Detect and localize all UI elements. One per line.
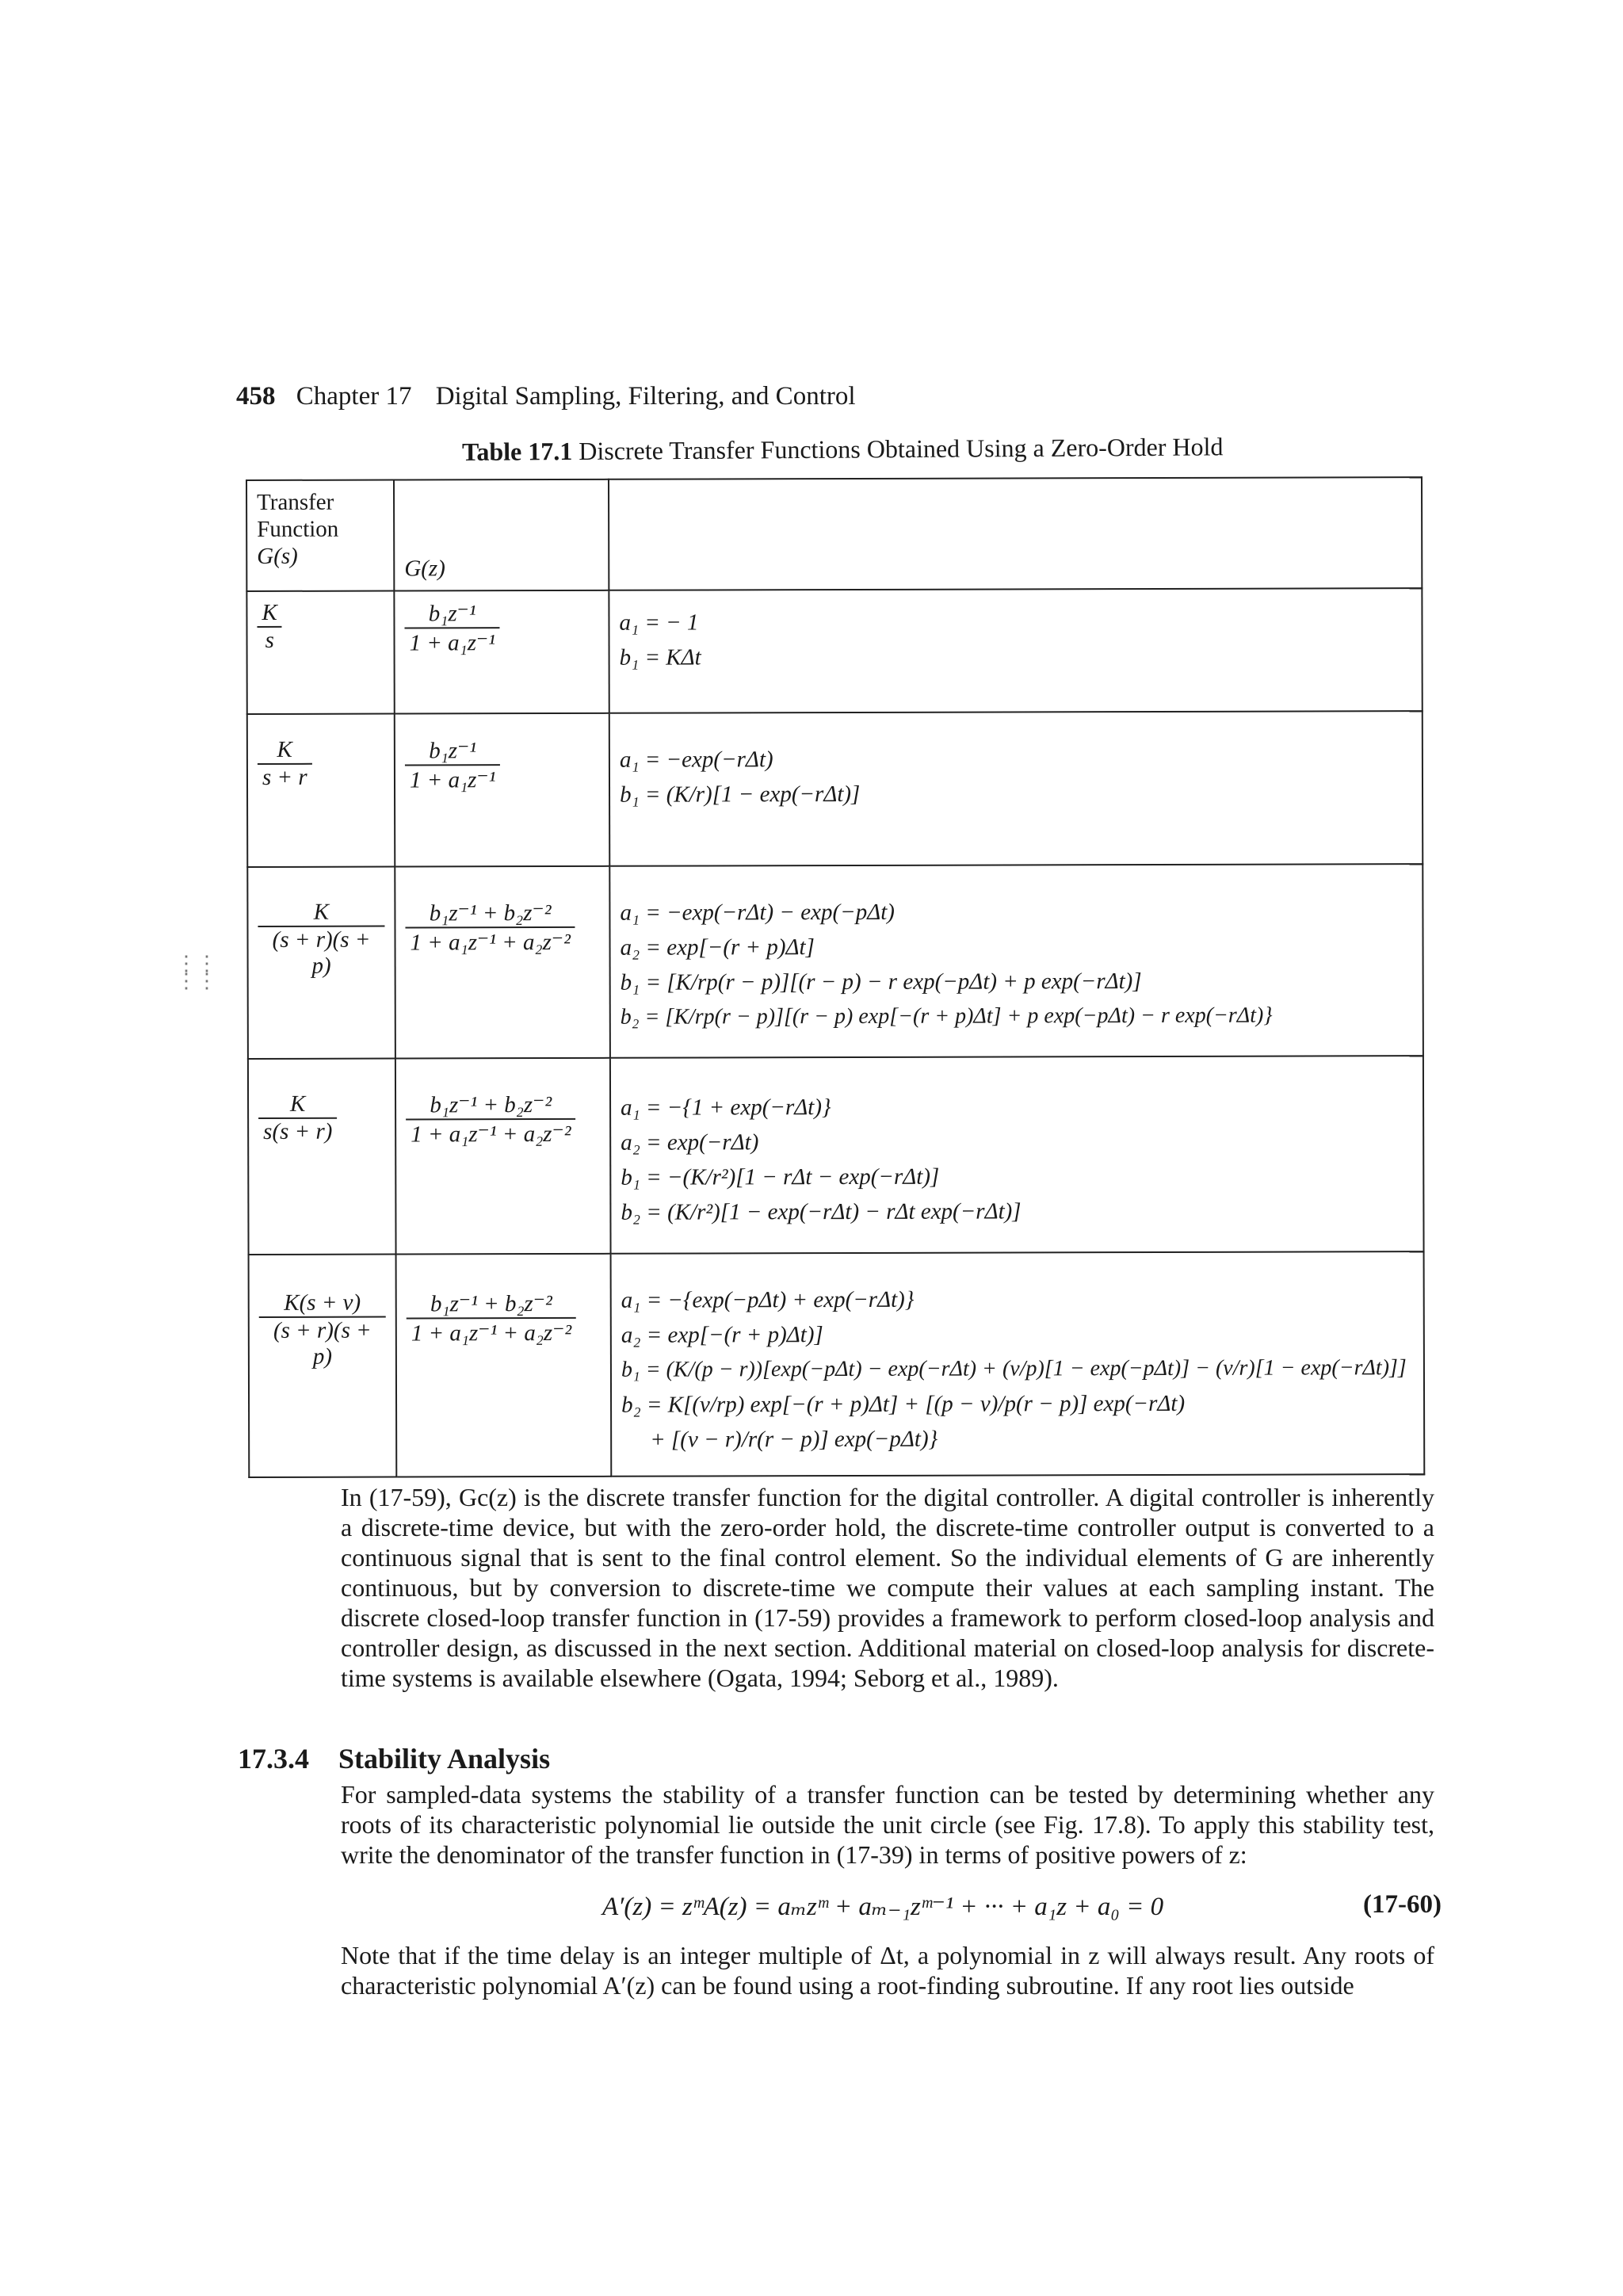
coefficients-cell bbox=[611, 1251, 1425, 1477]
gs-fraction bbox=[259, 1290, 386, 1370]
section-number: 17.3.4 bbox=[238, 1743, 309, 1775]
scan-artifact: ⋮⋮ ⋮⋮ bbox=[176, 952, 217, 993]
table-row bbox=[246, 588, 1422, 714]
paragraph-text: Note that if the time delay is an integer multiple of Δt, a polynomial in z will always result. Any roots of characteristic polynomial A′(z) can be found using a root-finding subroutine. If any root lies outside bbox=[341, 1941, 1434, 2000]
gs-cell bbox=[249, 1255, 397, 1477]
gs-numerator: K bbox=[258, 1091, 337, 1119]
gz-cell bbox=[395, 866, 610, 1059]
coefficient-line: b₁ = KΔt bbox=[619, 644, 701, 670]
coefficients-cell bbox=[609, 711, 1423, 866]
section-heading bbox=[238, 1742, 550, 1775]
body-paragraph bbox=[341, 1940, 1434, 2000]
coefficients-cell bbox=[610, 1056, 1424, 1254]
gs-fraction bbox=[258, 1091, 337, 1145]
coefficient-line: a₁ = − 1 bbox=[619, 609, 699, 636]
gs-cell bbox=[247, 714, 395, 867]
gs-fraction bbox=[258, 900, 384, 980]
coefficient-line: b₂ = [K/rp(r − p)][(r − p) exp[−(r + p)Δt] + p exp(−pΔt) − r exp(−rΔt)} bbox=[620, 1003, 1273, 1030]
body-paragraph bbox=[341, 1779, 1434, 1870]
gz-numerator: b₁z⁻¹ + b₂z⁻² bbox=[407, 1289, 576, 1320]
gz-fraction bbox=[406, 1091, 576, 1148]
coefficient-line: b₂ = K[(v/rp) exp[−(r + p)Δt] + [(p − v)/p(r − p)] exp(−rΔt) bbox=[621, 1390, 1186, 1418]
coefficient-line: b₁ = (K/(p − r))[exp(−pΔt) − exp(−rΔt) + (v/p)[1 − exp(−pΔt)] − (v/r)[1 − exp(−rΔt)]] bbox=[621, 1355, 1407, 1382]
gz-cell bbox=[395, 1058, 611, 1255]
table-row bbox=[247, 864, 1423, 1059]
gz-fraction bbox=[405, 736, 501, 793]
chapter-label: Chapter 17 bbox=[296, 382, 412, 411]
gz-cell bbox=[395, 713, 610, 867]
header-line: Function bbox=[257, 516, 339, 542]
gz-denominator: 1 + a₁z⁻¹ bbox=[409, 630, 496, 656]
gz-numerator: b₁z⁻¹ bbox=[404, 599, 500, 628]
gz-fraction bbox=[404, 599, 500, 656]
gz-cell bbox=[396, 1254, 612, 1477]
section-title: Stability Analysis bbox=[338, 1743, 551, 1775]
coefficient-line: b₁ = −(K/r²)[1 − rΔt − exp(−rΔt)] bbox=[621, 1163, 940, 1190]
gz-denominator: 1 + a₁z⁻¹ + a₂z⁻² bbox=[411, 1121, 571, 1148]
table-row bbox=[247, 711, 1423, 867]
paragraph-text: In (17-59), Gc(z) is the discrete transfer function for the digital controller. A digital controller is inherently a discrete-time device, but with the zero-order hold, the discrete-time controller output is converted to a continuous signal that is sent to the final control element. So the individual elements of G are inherently continuous, but by conversion to discrete-time we compute their values at each sampling instant. The discrete closed-loop transfer function in (17-59) provides a framework to perform closed-loop analysis and controller design, as discussed in the next section. Additional material on closed-loop analysis for discrete-time systems is available elsewhere (Ogata, 1994; Seborg et al., 1989). bbox=[341, 1483, 1434, 1692]
gs-cell bbox=[248, 1059, 396, 1255]
gs-numerator: K bbox=[258, 900, 384, 927]
gz-numerator: b₁z⁻¹ + b₂z⁻² bbox=[405, 899, 575, 929]
gs-fraction bbox=[257, 600, 282, 654]
equation: A′(z) = zᵐA(z) = aₘzᵐ + aₘ₋₁zᵐ⁻¹ + ··· + a₁z + a₀ = 0 bbox=[602, 1893, 1164, 1921]
coefficient-line: a₁ = −{exp(−pΔt) + exp(−rΔt)} bbox=[621, 1286, 915, 1313]
gz-numerator: b₁z⁻¹ + b₂z⁻² bbox=[406, 1091, 575, 1121]
equation-number: (17-60) bbox=[1363, 1890, 1442, 1919]
gz-cell bbox=[394, 590, 609, 714]
gs-numerator: K bbox=[258, 737, 312, 765]
gs-denominator: (s + r)(s + p) bbox=[272, 926, 371, 979]
coefficients-cell bbox=[609, 588, 1422, 713]
coefficient-line: + [(v − r)/r(r − p)] exp(−pΔt)} bbox=[650, 1426, 938, 1453]
page-number: 458 bbox=[236, 382, 276, 411]
gs-denominator: s bbox=[265, 627, 274, 653]
gz-denominator: 1 + a₁z⁻¹ + a₂z⁻² bbox=[411, 1320, 572, 1347]
gz-denominator: 1 + a₁z⁻¹ bbox=[409, 767, 496, 793]
gz-fraction bbox=[407, 1289, 577, 1347]
coefficients-cell bbox=[609, 864, 1423, 1058]
transfer-function-table bbox=[246, 476, 1425, 1478]
paragraph-text: For sampled-data systems the stability of a transfer function can be tested by determining whether any roots of its characteristic polynomial lie outside the unit circle (see Fig. 17.8). To apply this stability test, write the denominator of the transfer function in (17-39) in terms of positive powers of z: bbox=[341, 1780, 1434, 1869]
gz-fraction bbox=[405, 899, 575, 957]
gs-numerator: K bbox=[257, 600, 281, 628]
gs-denominator: s + r bbox=[262, 764, 307, 790]
coefficient-line: b₁ = [K/rp(r − p)][(r − p) − r exp(−pΔt) + p exp(−rΔt)] bbox=[620, 968, 1142, 995]
gz-denominator: 1 + a₁z⁻¹ + a₂z⁻² bbox=[410, 929, 571, 956]
gs-cell bbox=[246, 591, 394, 714]
chapter-title: Digital Sampling, Filtering, and Control bbox=[435, 382, 856, 411]
gs-denominator: s(s + r) bbox=[263, 1118, 333, 1144]
page-header bbox=[236, 382, 856, 411]
header-line: G(s) bbox=[257, 543, 298, 569]
coefficient-line: b₁ = (K/r)[1 − exp(−rΔt)] bbox=[620, 781, 861, 808]
table-header-row bbox=[246, 477, 1422, 591]
gs-numerator: K(s + v) bbox=[259, 1290, 386, 1318]
gs-cell bbox=[247, 867, 395, 1059]
coefficient-line: a₁ = −exp(−rΔt) − exp(−pΔt) bbox=[620, 899, 895, 926]
header-cell-gz: G(z) bbox=[394, 479, 609, 591]
table-caption-label: Table 17.1 bbox=[461, 437, 573, 466]
table-row bbox=[249, 1251, 1425, 1477]
coefficient-line: a₁ = −exp(−rΔt) bbox=[619, 747, 773, 773]
body-paragraph bbox=[341, 1482, 1434, 1693]
table-caption-text: Discrete Transfer Functions Obtained Using a Zero-Order Hold bbox=[579, 432, 1224, 465]
header-line: Transfer bbox=[257, 489, 334, 515]
coefficient-line: a₂ = exp[−(r + p)Δt] bbox=[620, 934, 815, 961]
coefficient-line: a₁ = −{1 + exp(−rΔt)} bbox=[621, 1095, 831, 1121]
gz-numerator: b₁z⁻¹ bbox=[405, 736, 501, 766]
gs-denominator: (s + r)(s + p) bbox=[273, 1317, 372, 1370]
coefficient-line: a₂ = exp(−rΔt) bbox=[621, 1129, 759, 1156]
header-cell-transfer-function bbox=[246, 480, 394, 591]
table-caption bbox=[462, 432, 1224, 467]
coefficient-line: b₂ = (K/r²)[1 − exp(−rΔt) − rΔt exp(−rΔt)] bbox=[621, 1198, 1022, 1225]
header-cell-coefficients bbox=[609, 477, 1422, 590]
table-row bbox=[248, 1056, 1424, 1255]
gs-fraction bbox=[258, 737, 312, 791]
coefficient-line: a₂ = exp[−(r + p)Δt)] bbox=[621, 1322, 823, 1348]
